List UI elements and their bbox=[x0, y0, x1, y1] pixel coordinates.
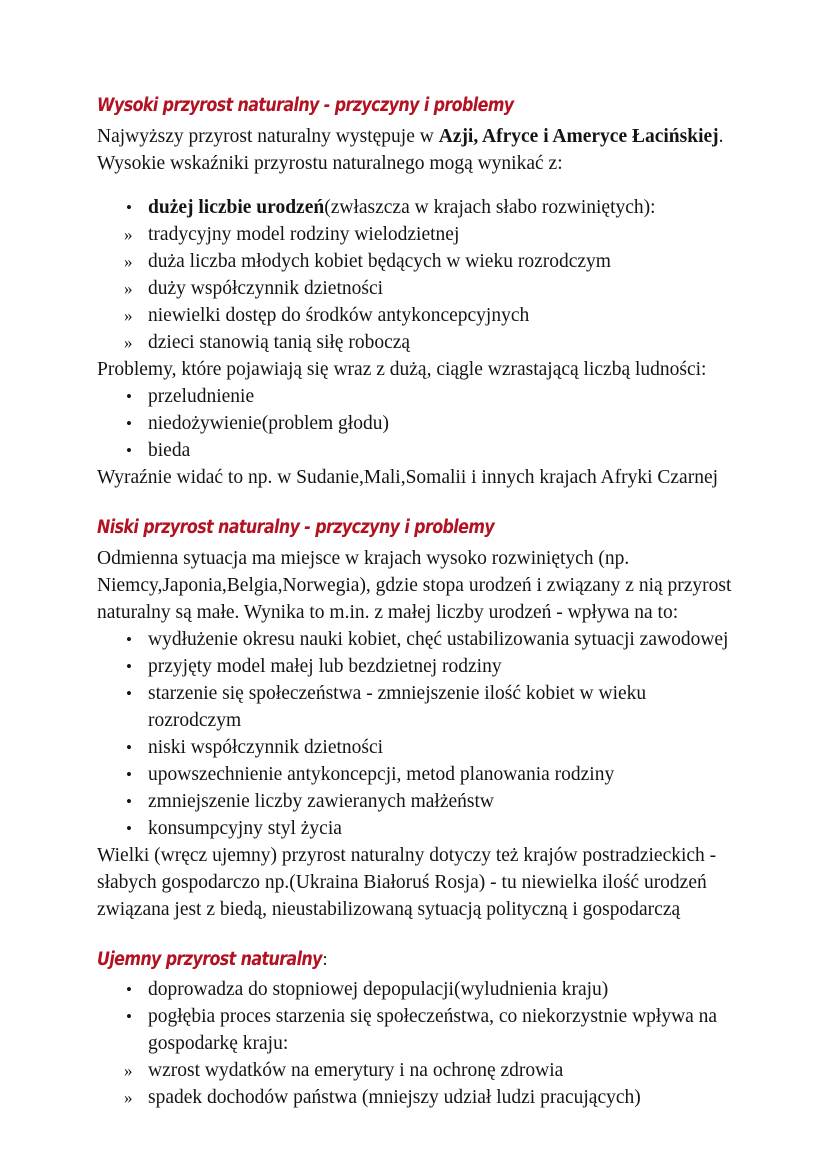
list-item: • bieda bbox=[97, 437, 742, 464]
intro-emphasis-regions: Azji, Afryce i Ameryce Łacińskiej bbox=[438, 126, 719, 147]
list-item: • starzenie się społeczeństwa - zmniejszenie ilość kobiet w wieku rozrodczym bbox=[97, 680, 742, 734]
section-heading-wysoki bbox=[97, 94, 652, 117]
problems-list-wysoki bbox=[97, 383, 742, 464]
list-item: » tradycyjny model rodziny wielodzietnej bbox=[97, 221, 742, 248]
list-item: • upowszechnienie antykoncepcji, metod planowania rodziny bbox=[97, 761, 742, 788]
section-heading-wysoki-text: Wysoki przyrost naturalny - przyczyny i problemy bbox=[97, 95, 514, 116]
list-item: • doprowadza do stopniowej depopulacji(wyludnienia kraju) bbox=[97, 976, 742, 1003]
list-item: » dzieci stanowią tanią siłę roboczą bbox=[97, 329, 742, 356]
problems-lead-paragraph: Problemy, które pojawiają się wraz z dużą, ciągle wzrastającą liczbą ludności: bbox=[97, 359, 707, 380]
intro-text-part-1: Najwyższy przyrost naturalny występuje w bbox=[97, 126, 439, 147]
list-item: • niedożywienie(problem głodu) bbox=[97, 410, 742, 437]
section-heading-ujemny-text: Ujemny przyrost naturalny bbox=[97, 949, 322, 970]
lead-cause-bold: dużej liczbie urodzeń bbox=[148, 197, 325, 218]
list-item: • przyjęty model małej lub bezdzietnej rodziny bbox=[97, 653, 742, 680]
list-item: » spadek dochodów państwa (mniejszy udział ludzi pracujących) bbox=[97, 1084, 742, 1111]
document-content bbox=[97, 94, 742, 1111]
section-heading-ujemny bbox=[97, 948, 652, 971]
intro-paragraph-wysoki bbox=[97, 123, 742, 177]
lead-cause-rest: (zwłaszcza w krajach słabo rozwiniętych): bbox=[324, 197, 656, 218]
section-heading-niski bbox=[97, 516, 652, 539]
causes-list-wysoki bbox=[97, 194, 742, 356]
section-heading-ujemny-colon: : bbox=[321, 949, 328, 970]
list-item: • pogłębia proces starzenia się społeczeństwa, co niekorzystnie wpływa na gospodarkę kraju: bbox=[97, 1003, 742, 1057]
section-heading-niski-text: Niski przyrost naturalny - przyczyny i problemy bbox=[97, 517, 495, 538]
list-item: • wydłużenie okresu nauki kobiet, chęć ustabilizowania sytuacji zawodowej bbox=[97, 626, 742, 653]
list-item: • konsumpcyjny styl życia bbox=[97, 815, 742, 842]
closing-paragraph-wysoki: Wyraźnie widać to np. w Sudanie,Mali,Somalii i innych krajach Afryki Czarnej bbox=[97, 467, 719, 488]
causes-list-niski bbox=[97, 626, 742, 842]
intro-paragraph-niski: Odmienna sytuacja ma miejsce w krajach wysoko rozwiniętych (np. Niemcy,Japonia,Belgia,Norwegia), gdzie stopa urodzeń i związany z nią przyrost naturalny są małe. Wynika to m.in. z małej liczby urodzeń - wpływa na to: bbox=[97, 548, 732, 623]
list-item: » duży współczynnik dzietności bbox=[97, 275, 742, 302]
effects-list-ujemny bbox=[97, 976, 742, 1111]
list-item: » duża liczba młodych kobiet będących w wieku rozrodczym bbox=[97, 248, 742, 275]
intro-text-part-2: . Wysokie wskaźniki przyrostu naturalnego mogą wynikać z: bbox=[97, 126, 724, 174]
list-item: » niewielki dostęp do środków antykoncepcyjnych bbox=[97, 302, 742, 329]
list-item: • przeludnienie bbox=[97, 383, 742, 410]
list-item-lead-cause bbox=[97, 194, 742, 221]
list-item: • zmniejszenie liczby zawieranych małżeństw bbox=[97, 788, 742, 815]
list-item: » wzrost wydatków na emerytury i na ochronę zdrowia bbox=[97, 1057, 742, 1084]
closing-paragraph-niski: Wielki (wręcz ujemny) przyrost naturalny dotyczy też krajów postradzieckich - słabych gospodarczo np.(Ukraina Białoruś Rosja) - tu niewielka ilość urodzeń związana jest z biedą, nieustabilizowaną sytuacją polityczną i gospodarczą bbox=[97, 845, 717, 920]
list-item: • niski współczynnik dzietności bbox=[97, 734, 742, 761]
